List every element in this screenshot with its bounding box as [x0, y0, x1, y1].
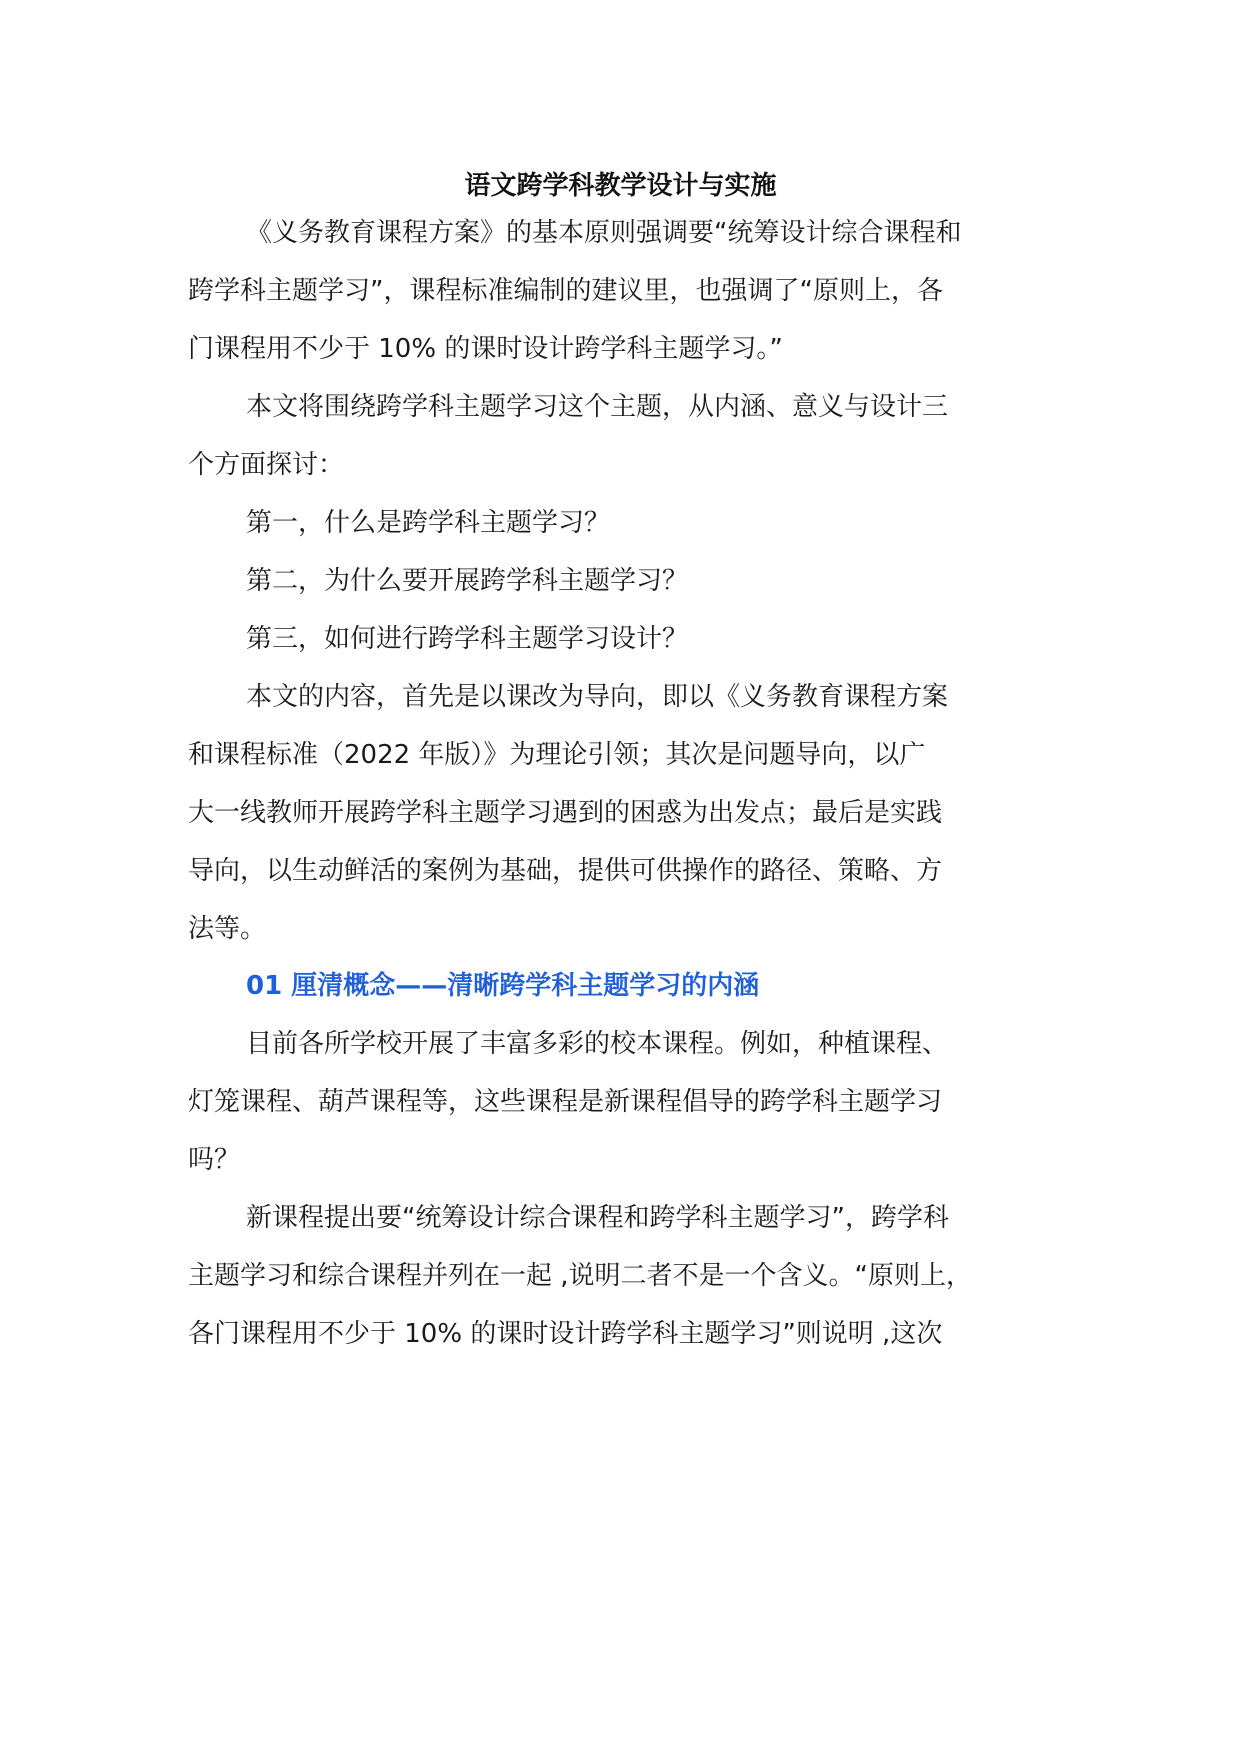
paragraph-line: 主题学习和综合课程并列在一起 ,说明二者不是一个含义。“原则上， — [188, 1261, 972, 1291]
paragraph-line: 门课程用不少于 10% 的课时设计跨学科主题学习。” — [188, 334, 783, 364]
paragraph-line: 个方面探讨： — [188, 450, 345, 480]
paragraph-line: 吗？ — [188, 1145, 241, 1175]
paragraph-line: 大一线教师开展跨学科主题学习遇到的困惑为出发点；最后是实践 — [188, 798, 943, 828]
document-title: 语文跨学科教学设计与实施 — [464, 171, 777, 201]
paragraph-line: 导向，以生动鲜活的案例为基础，提供可供操作的路径、策略、方 — [188, 856, 943, 886]
paragraph-line: 本文将围绕跨学科主题学习这个主题，从内涵、意义与设计三 — [246, 392, 949, 422]
paragraph-line: 《义务教育课程方案》的基本原则强调要“统筹设计综合课程和 — [246, 218, 962, 248]
list-item: 第一，什么是跨学科主题学习？ — [246, 508, 611, 538]
paragraph-line: 法等。 — [188, 914, 267, 944]
paragraph-line: 跨学科主题学习”，课程标准编制的建议里，也强调了“原则上，各 — [188, 276, 943, 306]
list-item: 第三，如何进行跨学科主题学习设计？ — [246, 624, 689, 654]
section-heading: 01 厘清概念——清晰跨学科主题学习的内涵 — [246, 971, 760, 1001]
paragraph-line: 灯笼课程、葫芦课程等，这些课程是新课程倡导的跨学科主题学习 — [188, 1087, 943, 1117]
paragraph-line: 本文的内容，首先是以课改为导向，即以《义务教育课程方案 — [246, 682, 949, 712]
paragraph-line: 和课程标准（2022 年版）》为理论引领；其次是问题导向，以广 — [188, 740, 926, 770]
paragraph-line: 各门课程用不少于 10% 的课时设计跨学科主题学习”则说明 ,这次 — [188, 1319, 943, 1349]
paragraph-line: 目前各所学校开展了丰富多彩的校本课程。例如，种植课程、 — [246, 1029, 949, 1059]
list-item: 第二，为什么要开展跨学科主题学习？ — [246, 566, 689, 596]
paragraph-line: 新课程提出要“统筹设计综合课程和跨学科主题学习”，跨学科 — [246, 1203, 949, 1233]
